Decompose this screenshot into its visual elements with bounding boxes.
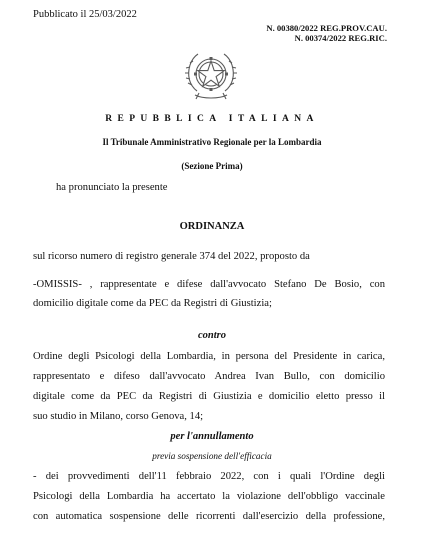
applicant-line: -OMISSIS- , rappresentate e difese dall'avvocato Stefano De Bosio, con <box>33 279 385 290</box>
republic-heading: REPUBBLICA ITALIANA <box>105 114 319 124</box>
respondent-line: digitale come da PEC da Registri di Giustizia e domicilio eletto presso il <box>33 391 385 402</box>
decision-line: - dei provvedimenti dell'11 febbraio 2022, con i quali l'Ordine degli <box>33 471 385 482</box>
publication-date: Pubblicato il 25/03/2022 <box>33 9 137 20</box>
respondent-line: Ordine degli Psicologi della Lombardia, in persona del Presidente in carica, <box>33 351 385 362</box>
court-section: (Sezione Prima) <box>181 161 243 171</box>
reg-prov-cau-number: N. 00380/2022 REG.PROV.CAU. <box>266 23 387 33</box>
suspension-subheading: previa sospensione dell'efficacia <box>152 451 272 461</box>
annulment-heading: per l'annullamento <box>170 431 254 442</box>
pronounced-line: ha pronunciato la presente <box>56 182 168 193</box>
respondent-line: rappresentato e difeso dall'avvocato Andrea Ivan Bullo, con domicilio <box>33 371 385 382</box>
reg-ric-number: N. 00374/2022 REG.RIC. <box>294 33 387 43</box>
italian-republic-emblem-icon <box>183 47 239 105</box>
contro-heading: contro <box>197 330 226 341</box>
court-name: Il Tribunale Amministrativo Regionale per la Lombardia <box>102 137 322 147</box>
intro-line: sul ricorso numero di registro generale 374 del 2022, proposto da <box>33 251 310 262</box>
applicant-line: domicilio digitale come da PEC da Registri di Giustizia; <box>33 298 272 309</box>
decision-line: con automatica sospensione delle ricorrenti dall'esercizio della professione, <box>33 511 385 522</box>
ordinance-title: ORDINANZA <box>179 221 245 232</box>
decision-line: Psicologi della Lombardia ha accertato la violazione dell'obbligo vaccinale <box>33 491 385 502</box>
respondent-line: suo studio in Milano, corso Genova, 14; <box>33 411 204 422</box>
